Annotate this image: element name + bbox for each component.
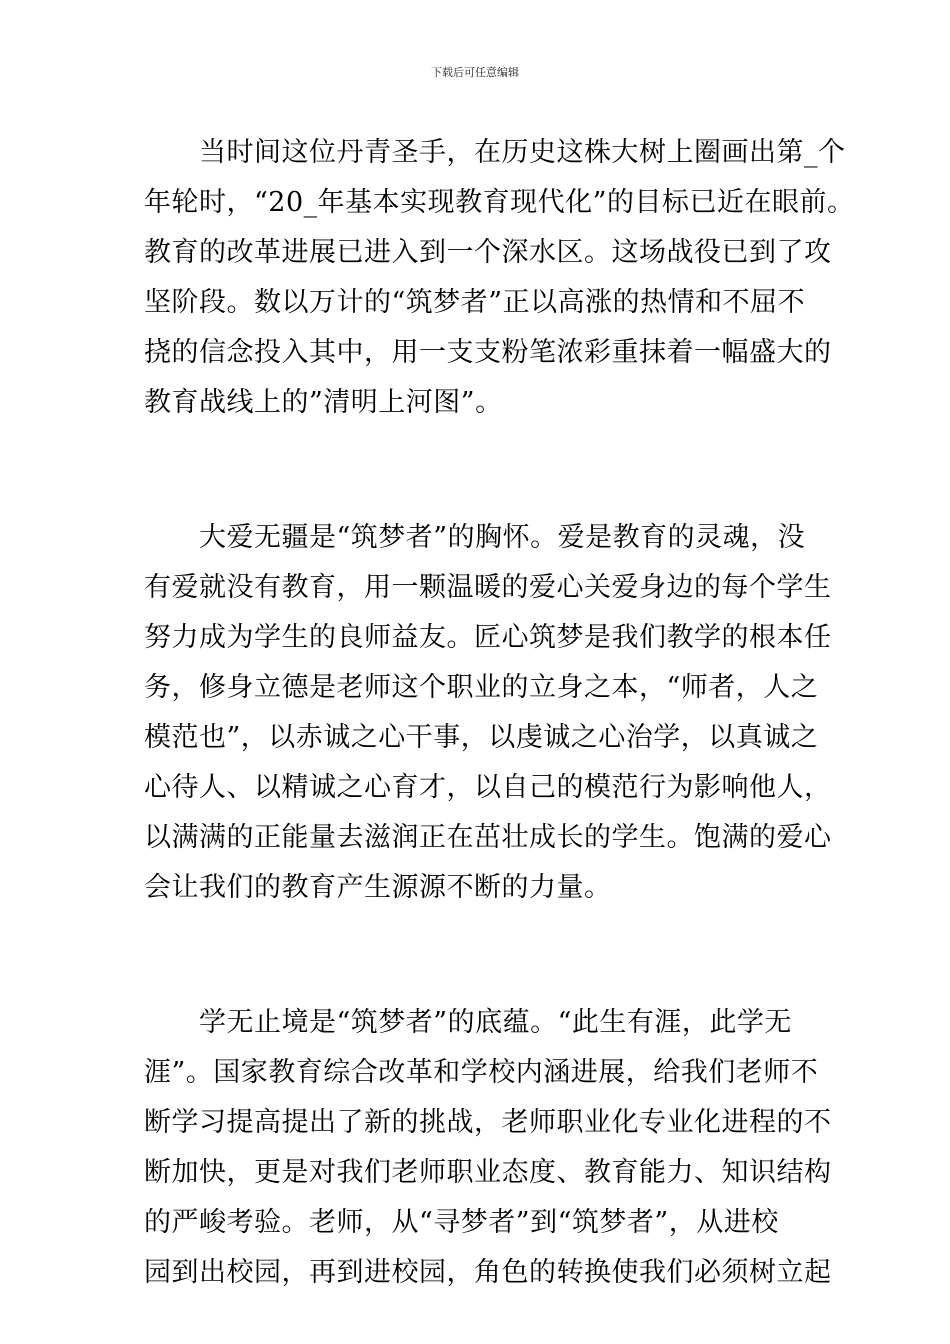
paragraph-spacer (144, 428, 814, 513)
document-body (144, 128, 855, 1298)
text-line: 以满满的正能量去滋润正在茁壮成长的学生。饱满的爱心 (144, 822, 832, 853)
text-line: 有爱就没有教育，用一颗温暖的爱心关爱身边的每个学生 (144, 572, 832, 603)
text-line: 涯”。国家教育综合改革和学校内涵进展，给我们老师不 (144, 1057, 819, 1088)
text-line: 当时间这位丹青圣手，在历史这株大树上圈画出第_个 (144, 137, 846, 168)
paragraph-1 (144, 128, 855, 428)
page-header: 下载后可任意编辑 (431, 66, 519, 79)
paragraph-2 (144, 513, 832, 913)
text-line: 模范也”，以赤诚之心干事，以虔诚之心治学，以真诚之 (144, 722, 819, 753)
text-line: 园到出校园，再到进校园，角色的转换使我们必须树立起 (144, 1257, 832, 1288)
text-line: 的严峻考验。老师，从“寻梦者”到“筑梦者”，从进校 (144, 1207, 779, 1238)
text-line: 年轮时，“20_年基本实现教育现代化”的目标已近在眼前。 (144, 187, 855, 218)
text-line: 断加快，更是对我们老师职业态度、教育能力、知识结构 (144, 1157, 832, 1188)
text-line: 会让我们的教育产生源源不断的力量。 (144, 872, 612, 903)
text-line: 务，修身立德是老师这个职业的立身之本，“师者，人之 (144, 672, 819, 703)
text-line: 努力成为学生的良师益友。匠心筑梦是我们教学的根本任 (144, 622, 832, 653)
paragraph-spacer (144, 913, 814, 998)
paragraph-3 (144, 998, 832, 1298)
text-line: 教育战线上的”清明上河图”。 (144, 387, 503, 418)
text-line: 大爱无疆是“筑梦者”的胸怀。爱是教育的灵魂，没 (144, 522, 806, 553)
text-line: 学无止境是“筑梦者”的底蕴。“此生有涯，此学无 (144, 1007, 792, 1038)
text-line: 断学习提高提出了新的挑战，老师职业化专业化进程的不 (144, 1107, 832, 1138)
text-line: 心待人、以精诚之心育才，以自己的模范行为影响他人， (144, 772, 832, 803)
text-line: 坚阶段。数以万计的“筑梦者”正以高涨的热情和不屈不 (144, 287, 806, 318)
text-line: 教育的改革进展已进入到一个深水区。这场战役已到了攻 (144, 237, 832, 268)
text-line: 挠的信念投入其中，用一支支粉笔浓彩重抹着一幅盛大的 (144, 337, 832, 368)
